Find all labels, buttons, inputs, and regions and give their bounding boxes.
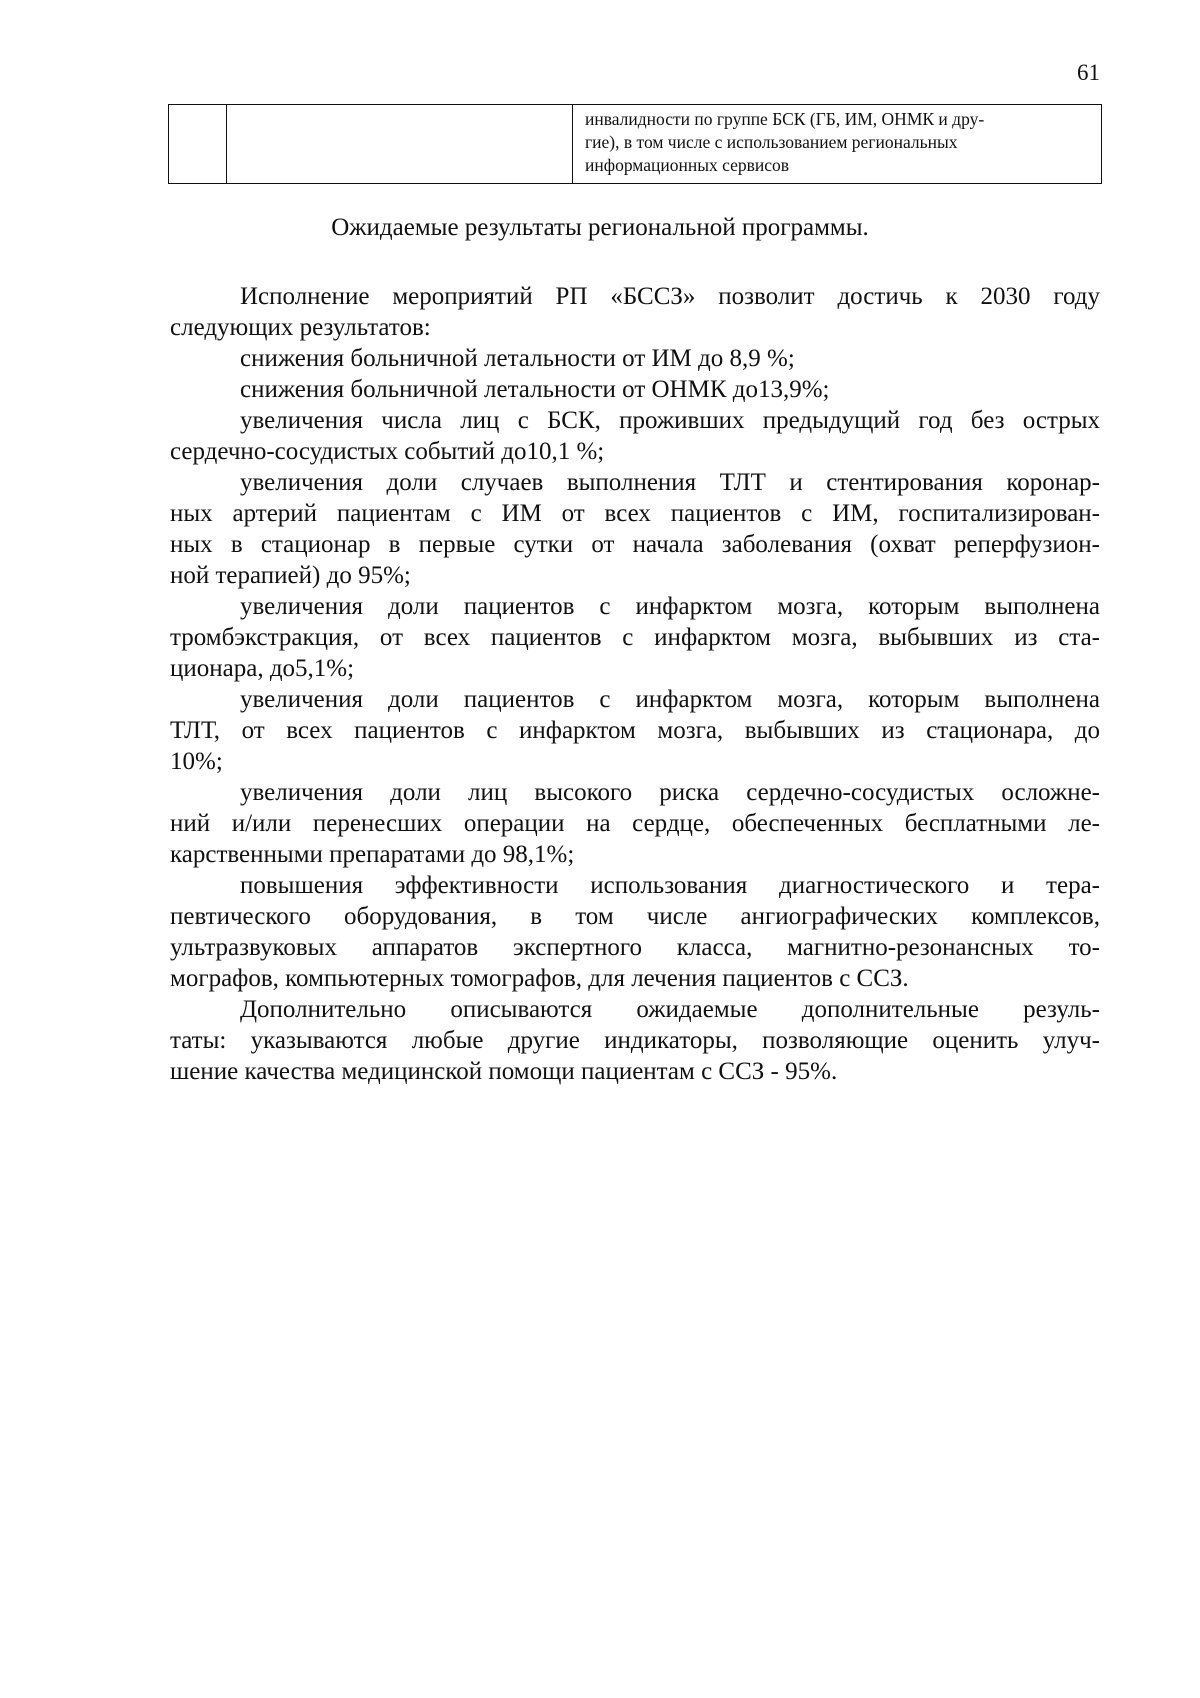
text-line: повышения эффективности использования диагностического и тера- <box>240 872 1100 899</box>
table-cell-number <box>169 105 227 184</box>
text-line: ТЛТ, от всех пациентов с инфарктом мозга, выбывших из стационара, до <box>170 717 1100 744</box>
text-line: увеличения доли пациентов с инфарктом мозга, которым выполнена <box>240 593 1100 620</box>
text-line: Исполнение мероприятий РП «БССЗ» позволит достичь к 2030 году <box>240 283 1100 310</box>
table-row <box>169 105 1102 184</box>
text-line: певтического оборудования, в том числе ангиографических комплексов, <box>170 903 1100 930</box>
text-line: ний и/или перенесших операции на сердце, обеспеченных бесплатными ле- <box>170 810 1100 837</box>
table-cell-line: информационных сервисов <box>585 155 790 175</box>
text-line: ной терапией) до 95%; <box>170 562 411 589</box>
text-line: ультразвуковых аппаратов экспертного класса, магнитно-резонансных то- <box>170 934 1100 961</box>
text-line: карственными препаратами до 98,1%; <box>170 841 575 868</box>
text-line: увеличения доли случаев выполнения ТЛТ и стентирования коронар- <box>240 469 1100 496</box>
table-cell-line: инвалидности по группе БСК (ГБ, ИМ, ОНМК и дру- <box>585 109 985 129</box>
text-line: ных в стационар в первые сутки от начала заболевания (охват реперфузион- <box>170 531 1100 558</box>
text-line: таты: указываются любые другие индикаторы, позволяющие оценить улуч- <box>170 1027 1100 1054</box>
text-line: Дополнительно описываются ожидаемые дополнительные резуль- <box>240 996 1100 1023</box>
text-line: шение качества медицинской помощи пациентам с ССЗ - 95%. <box>170 1058 838 1085</box>
text-line: ных артерий пациентам с ИМ от всех пациентов с ИМ, госпитализирован- <box>170 500 1100 527</box>
page-number: 61 <box>1077 60 1100 85</box>
text-line: ционара, до5,1%; <box>170 655 355 682</box>
text-line: 10%; <box>170 748 223 775</box>
text-line: снижения больничной летальности от ОНМК до13,9%; <box>240 376 830 403</box>
table-cell-line: гие), в том числе с использованием региональных <box>585 132 958 152</box>
section-heading: Ожидаемые результаты региональной программы. <box>331 214 869 241</box>
text-line: увеличения доли пациентов с инфарктом мозга, которым выполнена <box>240 686 1100 713</box>
text-line: мографов, компьютерных томографов, для лечения пациентов с ССЗ. <box>170 965 909 992</box>
text-line: сердечно-сосудистых событий до10,1 %; <box>170 438 605 465</box>
continued-table <box>168 104 1102 184</box>
body-text <box>170 281 1100 1087</box>
table-cell-event <box>227 105 573 184</box>
text-line: увеличения числа лиц с БСК, проживших предыдущий год без острых <box>240 407 1100 434</box>
text-line: увеличения доли лиц высокого риска сердечно-сосудистых осложне- <box>240 779 1100 806</box>
text-line: снижения больничной летальности от ИМ до 8,9 %; <box>240 345 795 372</box>
text-line: следующих результатов: <box>170 314 431 341</box>
table-cell-description <box>573 105 1102 184</box>
text-line: тромбэкстракция, от всех пациентов с инфарктом мозга, выбывших из ста- <box>170 624 1100 651</box>
